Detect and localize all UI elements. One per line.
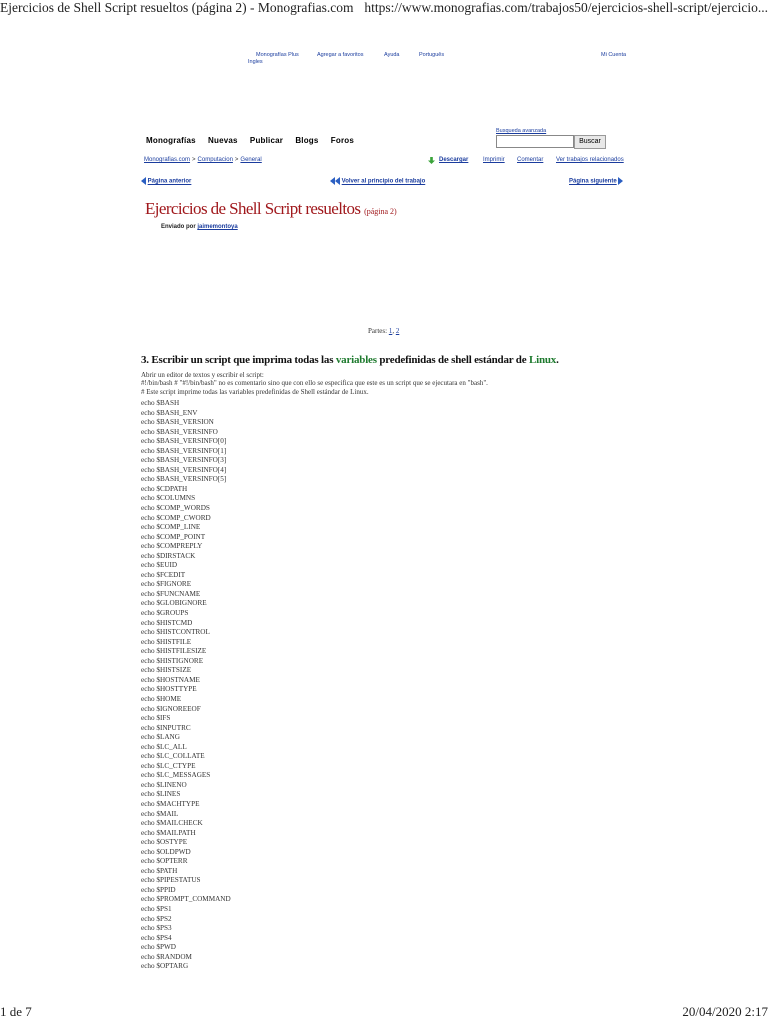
code-line: echo $PS3	[141, 924, 172, 933]
descargar-link[interactable]: Descargar	[439, 157, 469, 163]
intro-line: #!/bin/bash # "#!/bin/bash" no es comentario sino que con ello se especifica que este es un script que se ejecutara en "bash".	[141, 379, 488, 388]
code-line: echo $HISTIGNORE	[141, 656, 204, 665]
code-line: echo $FIGNORE	[141, 580, 192, 589]
ver-relacionados-link[interactable]: Ver trabajos relacionados	[556, 157, 624, 163]
page-title	[145, 199, 397, 219]
code-line: echo $PS2	[141, 914, 172, 923]
advanced-search-link[interactable]: Busqueda avanzada	[496, 128, 547, 134]
nav-item-nuevas[interactable]: Nuevas	[208, 136, 238, 145]
pager-anterior[interactable]	[141, 177, 191, 185]
print-footer	[0, 1004, 768, 1024]
code-line: echo $OLDPWD	[141, 847, 191, 856]
intro-line: # Este script imprime todas las variables predefinidas de Shell estándar de Linux.	[141, 387, 369, 396]
search-input[interactable]	[496, 135, 574, 148]
code-line: echo $HOME	[141, 694, 182, 703]
code-line: echo $PS1	[141, 904, 172, 913]
code-line: echo $HOSTNAME	[141, 675, 200, 684]
code-line: echo $OPTERR	[141, 857, 188, 866]
triangle-left-icon	[335, 177, 340, 185]
code-line: echo $BASH_VERSINFO[5]	[141, 475, 227, 484]
code-line: echo $COMP_POINT	[141, 532, 206, 541]
link-monografias-plus[interactable]: Monografías Plus	[256, 52, 299, 58]
nav-item-foros[interactable]: Foros	[330, 136, 355, 145]
intro-line: Abrir un editor de textos y escribir el script:	[141, 371, 264, 379]
breadcrumb-item-general[interactable]: General	[240, 157, 262, 163]
partes-link-1[interactable]: 1	[388, 327, 393, 335]
code-line: echo $FUNCNAME	[141, 589, 201, 598]
code-line: echo $HISTCONTROL	[141, 628, 210, 637]
code-line: echo $LINENO	[141, 780, 187, 789]
code-line: echo $BASH_VERSION	[141, 418, 214, 427]
triangle-left-icon	[141, 177, 146, 185]
code-line: echo $LC_COLLATE	[141, 752, 205, 761]
pager-siguiente[interactable]	[569, 177, 623, 185]
code-line: echo $OSTYPE	[141, 838, 188, 847]
heading-link-linux[interactable]: Linux	[528, 354, 557, 366]
code-line: echo $PIPESTATUS	[141, 876, 201, 885]
partes-pagination: Partes: 1, 2	[368, 327, 400, 335]
nav-item-monografias[interactable]: Monografías	[146, 136, 196, 145]
nav-item-publicar[interactable]: Publicar	[249, 136, 284, 145]
code-line: echo $PROMPT_COMMAND	[141, 895, 231, 904]
code-line: echo $GROUPS	[141, 609, 189, 618]
breadcrumb-item-home[interactable]: Monografias.com	[144, 157, 191, 163]
link-agregar-favoritos[interactable]: Agregar a favoritos	[317, 52, 364, 58]
sent-by	[161, 224, 238, 230]
article-title-sub: (página 2)	[364, 207, 397, 216]
code-line: echo $OPTARG	[141, 962, 189, 971]
nav-item-blogs[interactable]: Blogs	[295, 136, 319, 145]
code-line: echo $COMPREPLY	[141, 542, 203, 551]
code-line: echo $LC_ALL	[141, 742, 187, 751]
code-line: echo $BASH	[141, 399, 180, 407]
main-nav	[146, 136, 364, 145]
code-line: echo $HISTSIZE	[141, 666, 192, 675]
print-header	[0, 0, 768, 18]
heading-text-mid: predefinidas de shell estándar de	[379, 354, 527, 366]
code-line: echo $PS4	[141, 933, 172, 942]
code-line: echo $CDPATH	[141, 484, 188, 493]
code-line: echo $MAILCHECK	[141, 819, 203, 828]
breadcrumb-separator: >	[192, 157, 196, 163]
breadcrumb	[144, 157, 262, 163]
code-line: echo $LC_CTYPE	[141, 761, 196, 770]
code-line: echo $MAILPATH	[141, 828, 196, 837]
code-line: echo $MAIL	[141, 809, 179, 818]
code-line: echo $RANDOM	[141, 952, 192, 961]
section-heading	[141, 354, 559, 366]
code-line: echo $LC_MESSAGES	[141, 771, 211, 780]
code-line: echo $BASH_VERSINFO	[141, 427, 218, 436]
code-line: echo $COMP_LINE	[141, 523, 201, 532]
code-line: echo $IFS	[141, 714, 171, 723]
pager-principio[interactable]	[330, 177, 425, 185]
code-line: echo $LINES	[141, 790, 181, 799]
partes-label: Partes:	[368, 327, 388, 335]
code-block	[141, 399, 231, 972]
sent-by-label: Enviado por	[161, 224, 196, 230]
code-line: echo $PPID	[141, 885, 176, 894]
code-line: echo $HISTFILESIZE	[141, 647, 207, 656]
code-line: echo $BASH_VERSINFO[3]	[141, 456, 227, 465]
search-button[interactable]: Buscar	[574, 135, 606, 149]
intro-text	[141, 371, 488, 396]
code-line: echo $PATH	[141, 866, 178, 875]
pagina-anterior-link[interactable]: Página anterior	[147, 178, 192, 185]
code-line: echo $DIRSTACK	[141, 551, 196, 560]
link-portugues[interactable]: Português	[419, 52, 445, 58]
code-line: echo $BASH_VERSINFO[4]	[141, 465, 227, 474]
browser-url[interactable]: https://www.monografias.com/trabajos50/ejercicios-shell-script/ejercicio...	[364, 0, 768, 15]
author-link[interactable]: jaimemontoya	[197, 224, 238, 230]
print-page-count: 1 de 7	[0, 1004, 32, 1019]
article-title: Ejercicios de Shell Script resueltos	[145, 199, 361, 218]
browser-page-title: Ejercicios de Shell Script resueltos (página 2) - Monografias.com	[0, 0, 354, 15]
code-line: echo $INPUTRC	[141, 723, 191, 732]
download-arrow-icon[interactable]	[428, 157, 435, 164]
code-line: echo $LANG	[141, 733, 180, 742]
heading-link-variables[interactable]: variables	[335, 354, 377, 366]
comentar-link[interactable]: Comentar	[517, 157, 544, 163]
code-line: echo $BASH_VERSINFO[1]	[141, 446, 227, 455]
partes-link-2[interactable]: 2	[395, 327, 400, 335]
code-line: echo $BASH_ENV	[141, 408, 198, 417]
code-line: echo $EUID	[141, 561, 178, 570]
volver-principio-link[interactable]: Volver al principio del trabajo	[341, 178, 426, 185]
heading-text-pre: 3. Escribir un script que imprima todas las	[141, 354, 334, 366]
code-line: echo $COMP_CWORD	[141, 513, 211, 522]
triangle-right-icon	[618, 177, 623, 185]
code-line: echo $COMP_WORDS	[141, 504, 210, 513]
print-datetime: 20/04/2020 2:17	[682, 1004, 768, 1019]
breadcrumb-separator: >	[234, 157, 239, 163]
code-line: echo $HISTCMD	[141, 618, 193, 627]
link-ingles[interactable]: Ingles	[248, 59, 263, 65]
code-line: echo $MACHTYPE	[141, 799, 200, 808]
code-line: echo $HISTFILE	[141, 637, 192, 646]
code-line: echo $IGNOREEOF	[141, 704, 201, 713]
code-line: echo $BASH_VERSINFO[0]	[141, 437, 227, 446]
code-line: echo $GLOBIGNORE	[141, 599, 207, 608]
pagina-siguiente-link[interactable]: Página siguiente	[569, 178, 617, 185]
link-ayuda[interactable]: Ayuda	[384, 52, 400, 58]
code-line: echo $PWD	[141, 943, 176, 952]
code-line: echo $FCEDIT	[141, 570, 186, 579]
code-line: echo $COLUMNS	[141, 494, 196, 503]
link-mi-cuenta[interactable]: Mi Cuenta	[601, 52, 627, 58]
imprimir-link[interactable]: Imprimir	[483, 157, 505, 163]
heading-text-end: .	[556, 354, 559, 366]
code-line: echo $HOSTTYPE	[141, 685, 197, 694]
breadcrumb-item-computacion[interactable]: Computacion	[197, 157, 233, 163]
